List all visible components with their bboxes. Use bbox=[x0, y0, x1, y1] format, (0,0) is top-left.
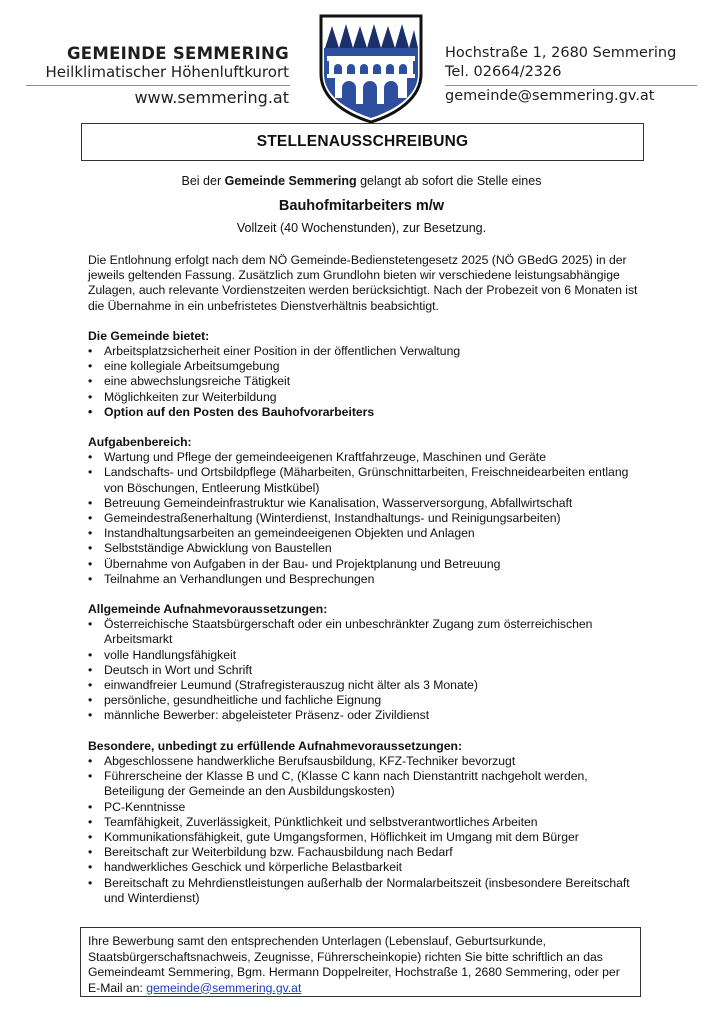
section-heading: Besondere, unbedingt zu erfüllende Aufnahmevoraussetzungen: bbox=[88, 738, 463, 753]
list-item: • eine kollegiale Arbeitsumgebung bbox=[88, 359, 648, 374]
main-content bbox=[88, 253, 648, 906]
list-item: • Führerscheine der Klasse B und C, (Klasse C kann nach Dienstantritt nachgeholt werden, Beteiligung der Gemeinde an den Ausbildungskosten) bbox=[88, 769, 648, 799]
special-requirements-section bbox=[88, 739, 648, 906]
intro-organization: Gemeinde Semmering bbox=[224, 174, 357, 188]
list-item: • Gemeindestraßenerhaltung (Winterdienst, Instandhaltungs- und Reinigungsarbeiten) bbox=[88, 511, 648, 526]
list-item: • Teamfähigkeit, Zuverlässigkeit, Pünktlichkeit und selbstverantwortliches Arbeiten bbox=[88, 815, 648, 830]
list-item: • Betreuung Gemeindeinfrastruktur wie Kanalisation, Wasserversorgung, Abfallwirtschaft bbox=[88, 496, 648, 511]
list-item: • PC-Kenntnisse bbox=[88, 800, 648, 815]
list-item: • Abgeschlossene handwerkliche Berufsausbildung, KFZ-Techniker bevorzugt bbox=[88, 754, 648, 769]
municipality-subtitle: Heilklimatischer Höhenluftkurort bbox=[45, 63, 289, 81]
job-subtitle: Vollzeit (40 Wochenstunden), zur Besetzung. bbox=[236, 221, 487, 235]
list-item: • einwandfreier Leumund (Strafregisterauszug nicht älter als 3 Monate) bbox=[88, 678, 648, 693]
intro-suffix: gelangt ab sofort die Stelle eines bbox=[356, 174, 542, 188]
general-requirements-section bbox=[88, 602, 648, 724]
intro-line bbox=[80, 174, 643, 188]
title-box bbox=[81, 123, 644, 161]
list-item: • volle Handlungsfähigkeit bbox=[88, 648, 648, 663]
list-item: • Bereitschaft zu Mehrdienstleistungen außerhalb der Normalarbeitszeit (insbesondere Bereitschaft und Winterdienst) bbox=[88, 876, 648, 906]
salary-paragraph: Die Entlohnung erfolgt nach dem NÖ Gemeinde-Bedienstetengesetz 2025 (NÖ GBedG 2025) in der jeweils geltenden Fassung. Zusätzlich zum Grundlohn bieten wir verschiedene leistungsabhängige Zulagen, auch relevante Vordienstzeiten werden berücksichtigt. Nach der Probezeit von 6 Monaten ist die Übernahme in ein unbefristetes Dienstverhältnis beabsichtigt. bbox=[88, 253, 638, 313]
application-text: Ihre Bewerbung samt den entsprechenden Unterlagen (Lebenslauf, Geburtsurkunde, Staatsbürgerschaftsnachweis, Zeugnisse, Führerscheinkopie) richten Sie bitte schriftlich an das Gemeindeamt Semmering, Bgm. Hermann Doppelreiter, Hochstraße 1, 2680 Semmering, oder per E-Mail an: bbox=[88, 934, 620, 995]
list-item: • Bereitschaft zur Weiterbildung bzw. Fachausbildung nach Bedarf bbox=[88, 845, 648, 860]
coat-of-arms-logo bbox=[315, 12, 427, 124]
municipality-website: www.semmering.at bbox=[134, 88, 289, 107]
list-item: • eine abwechslungsreiche Tätigkeit bbox=[88, 374, 648, 389]
municipality-name: GEMEINDE SEMMERING bbox=[66, 44, 289, 63]
list-item: • Teilnahme an Verhandlungen und Besprechungen bbox=[88, 572, 648, 587]
list-item: • handwerkliches Geschick und körperliche Belastbarkeit bbox=[88, 860, 648, 875]
list-item: • Arbeitsplatzsicherheit einer Position in der öffentlichen Verwaltung bbox=[88, 344, 648, 359]
list-item: • männliche Bewerber: abgeleisteter Präsenz- oder Zivildienst bbox=[88, 708, 648, 723]
application-email-link[interactable]: gemeinde@semmering.gv.at bbox=[146, 980, 302, 995]
section-heading: Aufgabenbereich: bbox=[88, 435, 192, 450]
tasks-section bbox=[88, 435, 648, 587]
list-item: • Landschafts- und Ortsbildpflege (Mäharbeiten, Grünschnittarbeiten, Freischneidearbeiten entlang von Böschungen, Entleerung Mistkübel) bbox=[88, 465, 648, 495]
list-item: • Wartung und Pflege der gemeindeeigenen Kraftfahrzeuge, Maschinen und Geräte bbox=[88, 450, 648, 465]
section-heading: Die Gemeinde bietet: bbox=[88, 328, 210, 343]
section-heading: Allgemeinde Aufnahmevoraussetzungen: bbox=[88, 602, 328, 617]
contact-phone: Tel. 02664/2326 bbox=[445, 64, 562, 80]
list-item: • Option auf den Posten des Bauhofvorarbeiters bbox=[88, 405, 648, 420]
list-item: • Selbstständige Abwicklung von Baustellen bbox=[88, 541, 648, 556]
list-item: • Möglichkeiten zur Weiterbildung bbox=[88, 390, 648, 405]
intro-prefix: Bei der bbox=[181, 174, 225, 188]
list-item: • Übernahme von Aufgaben in der Bau- und Projektplanung und Betreuung bbox=[88, 557, 648, 572]
header-divider-right bbox=[445, 85, 697, 86]
contact-email: gemeinde@semmering.gv.at bbox=[445, 88, 655, 104]
header-divider-left bbox=[26, 85, 290, 86]
job-title: Bauhofmitarbeiters m/w bbox=[278, 198, 445, 214]
application-info-box bbox=[80, 927, 641, 997]
document-title: STELLENAUSSCHREIBUNG bbox=[256, 133, 469, 150]
list-item: • Österreichische Staatsbürgerschaft oder ein unbeschränkter Zugang zum österreichischen Arbeitsmarkt bbox=[88, 617, 648, 647]
list-item: • Kommunikationsfähigkeit, gute Umgangsformen, Höflichkeit im Umgang mit dem Bürger bbox=[88, 830, 648, 845]
contact-address: Hochstraße 1, 2680 Semmering bbox=[445, 45, 677, 61]
list-item: • Instandhaltungsarbeiten an gemeindeeigenen Objekten und Anlagen bbox=[88, 526, 648, 541]
list-item: • Deutsch in Wort und Schrift bbox=[88, 663, 648, 678]
list-item: • persönliche, gesundheitliche und fachliche Eignung bbox=[88, 693, 648, 708]
offers-section bbox=[88, 329, 648, 420]
